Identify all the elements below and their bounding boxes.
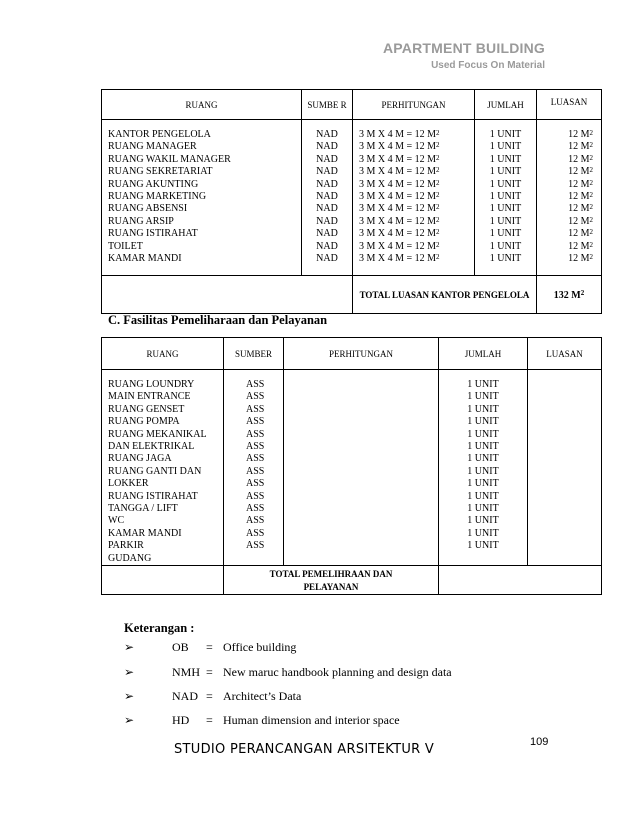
cell-text: RUANG POMPA <box>108 416 180 428</box>
cell-text: 3 M X 4 M = 12 $M^2$ <box>359 141 440 153</box>
keterangan-equals: = <box>206 640 213 654</box>
cell-text: NAD <box>316 228 338 240</box>
cell-text: ASS <box>246 465 265 477</box>
cell-text: NAD <box>316 253 338 265</box>
cell-text: LOKKER <box>108 478 149 490</box>
cell-text: TOILET <box>108 240 143 252</box>
cell-text: RUANG LOUNDRY <box>108 379 195 390</box>
cell-text: NAD <box>316 153 338 165</box>
cell-text: RUANG ABSENSI <box>108 203 188 215</box>
cell-text: RUANG SEKRETARIAT <box>108 166 213 178</box>
keterangan-abbr: NMH <box>172 665 201 679</box>
sumber-column <box>302 120 353 276</box>
cell-text: 1 UNIT <box>467 503 499 515</box>
cell-text: 12 $M^2$ <box>568 153 593 165</box>
cell-text: 12 $M^2$ <box>568 129 593 140</box>
cell-text: 1 UNIT <box>489 240 522 252</box>
cell-text: 1 UNIT <box>467 403 499 415</box>
col-header-sumber: SUMBE R <box>302 90 353 120</box>
cell-text: 12 $M^2$ <box>568 178 593 190</box>
superscript: 2 <box>436 129 440 137</box>
cell-text: 1 UNIT <box>489 253 522 265</box>
ruang-column <box>102 370 224 566</box>
superscript: 2 <box>589 153 593 162</box>
keterangan-equals: = <box>206 665 213 679</box>
cell-text: 1 UNIT <box>467 478 499 490</box>
cell-text: 1 UNIT <box>467 379 499 390</box>
superscript: 2 <box>436 228 440 237</box>
sumber-column <box>224 370 284 566</box>
col-header-luasan: LUASAN <box>528 338 602 370</box>
cell-text: 1 UNIT <box>467 453 499 465</box>
cell-text: 1 UNIT <box>467 428 499 440</box>
cell-text: TANGGA / LIFT <box>108 503 178 515</box>
cell-text: ASS <box>246 453 265 465</box>
cell-text: ASS <box>246 379 265 390</box>
col-header-ruang: RUANG <box>102 338 224 370</box>
cell-text: KAMAR MANDI <box>108 253 182 265</box>
footer-text: STUDIO PERANCANGAN ARSITEKTUR V <box>174 742 435 757</box>
arrow-bullet-icon: ➢ <box>124 689 135 703</box>
cell-text: RUANG ARSIP <box>108 215 174 227</box>
cell-text: GUDANG <box>108 552 152 564</box>
cell-text: 12 $M^2$ <box>568 253 593 265</box>
superscript: 2 <box>436 141 440 150</box>
keterangan-item <box>124 640 524 656</box>
page-number: 109 <box>530 736 549 748</box>
col-header-perhitungan: PERHITUNGAN <box>353 90 475 120</box>
cell-text: 3 M X 4 M = 12 $M^2$ <box>359 129 440 140</box>
superscript: 2 <box>589 166 593 175</box>
cell-text: 1 UNIT <box>489 153 522 165</box>
perhitungan-column <box>284 370 439 566</box>
cell-text: RUANG WAKIL MANAGER <box>108 153 231 165</box>
superscript: 2 <box>589 240 593 249</box>
cell-text: 3 M X 4 M = 12 $M^2$ <box>359 166 440 178</box>
cell-text: 1 UNIT <box>489 203 522 215</box>
cell-text: KANTOR PENGELOLA <box>108 129 211 140</box>
cell-text: NAD <box>316 141 338 153</box>
cell-text: 1 UNIT <box>467 490 499 502</box>
total-value-superscript: 2 <box>580 289 585 297</box>
cell-text: RUANG JAGA <box>108 453 172 465</box>
cell-text: RUANG GANTI DAN <box>108 465 202 477</box>
cell-text: 12 $M^2$ <box>568 203 593 215</box>
keterangan-equals: = <box>206 689 213 703</box>
col-header-jumlah: JUMLAH <box>439 338 528 370</box>
total-value <box>439 566 602 595</box>
superscript: 2 <box>436 153 440 162</box>
superscript: 2 <box>436 191 440 200</box>
cell-text: 1 UNIT <box>489 166 522 178</box>
cell-text: ASS <box>246 515 265 527</box>
cell-text: ASS <box>246 490 265 502</box>
ruang-column <box>102 120 302 276</box>
keterangan-equals: = <box>206 713 213 727</box>
cell-text: 3 M X 4 M = 12 $M^2$ <box>359 228 440 240</box>
arrow-bullet-icon: ➢ <box>124 665 135 679</box>
cell-text: 12 $M^2$ <box>568 191 593 203</box>
keterangan-desc: Architect’s Data <box>223 689 302 703</box>
cell-text: 3 M X 4 M = 12 $M^2$ <box>359 153 440 165</box>
cell-text: ASS <box>246 540 265 552</box>
cell-text: 1 UNIT <box>467 416 499 428</box>
cell-text: ASS <box>246 416 265 428</box>
superscript: 2 <box>436 203 440 212</box>
keterangan-desc: Human dimension and interior space <box>223 713 400 727</box>
cell-text: 1 UNIT <box>467 527 499 539</box>
perhitungan-column <box>353 120 475 276</box>
keterangan-title: Keterangan : <box>124 621 195 635</box>
cell-text: ASS <box>246 428 265 440</box>
col-header-ruang: RUANG <box>102 90 302 120</box>
cell-text: 12 $M^2$ <box>568 166 593 178</box>
cell-text: RUANG AKUNTING <box>108 178 199 190</box>
total-label: TOTAL PEMELIHRAAN DAN PELAYANAN <box>224 566 439 595</box>
cell-text: RUANG MARKETING <box>108 191 207 203</box>
cell-text: 3 M X 4 M = 12 $M^2$ <box>359 203 440 215</box>
cell-text: RUANG ISTIRAHAT <box>108 228 198 240</box>
header-title: APARTMENT BUILDING <box>383 40 545 56</box>
cell-text: 1 UNIT <box>489 178 522 190</box>
cell-text: 3 M X 4 M = 12 $M^2$ <box>359 178 440 190</box>
superscript: 2 <box>589 228 593 237</box>
cell-text: 12 $M^2$ <box>568 240 593 252</box>
cell-text: ASS <box>246 391 265 403</box>
superscript: 2 <box>589 203 593 212</box>
superscript: 2 <box>436 240 440 249</box>
cell-text: 1 UNIT <box>489 215 522 227</box>
keterangan-item <box>124 665 524 681</box>
jumlah-column <box>475 120 537 276</box>
cell-text: RUANG MANAGER <box>108 141 197 153</box>
superscript: 2 <box>589 129 593 137</box>
superscript: 2 <box>589 178 593 187</box>
table-kantor-pengelola <box>101 89 602 314</box>
cell-text: PARKIR <box>108 540 144 552</box>
cell-text: 12 $M^2$ <box>568 215 593 227</box>
cell-text: RUANG GENSET <box>108 403 185 415</box>
col-header-luasan: LUASAN <box>537 90 602 120</box>
luasan-column <box>537 120 602 276</box>
superscript: 2 <box>589 191 593 200</box>
superscript: 2 <box>589 253 593 262</box>
total-blank-cell <box>102 566 224 595</box>
cell-text: 1 UNIT <box>467 465 499 477</box>
total-blank-cell <box>102 276 353 314</box>
superscript: 2 <box>436 178 440 187</box>
cell-text: 12 $M^2$ <box>568 228 593 240</box>
cell-text: 3 M X 4 M = 12 $M^2$ <box>359 253 440 265</box>
cell-text: RUANG MEKANIKAL <box>108 428 207 440</box>
col-header-sumber: SUMBER <box>224 338 284 370</box>
total-label: TOTAL LUASAN KANTOR PENGELOLA <box>353 276 537 314</box>
cell-text: ASS <box>246 478 265 490</box>
col-header-jumlah: JUMLAH <box>475 90 537 120</box>
col-header-perhitungan: PERHITUNGAN <box>284 338 439 370</box>
arrow-bullet-icon: ➢ <box>124 713 135 727</box>
cell-text: 3 M X 4 M = 12 $M^2$ <box>359 240 440 252</box>
superscript: 2 <box>589 215 593 224</box>
cell-text: 1 UNIT <box>489 129 522 140</box>
cell-text: NAD <box>316 129 338 140</box>
cell-text: MAIN ENTRANCE <box>108 391 191 403</box>
cell-text: 1 UNIT <box>467 540 499 552</box>
cell-text: NAD <box>316 178 338 190</box>
header-subtitle: Used Focus On Material <box>431 60 545 71</box>
cell-text: 3 M X 4 M = 12 $M^2$ <box>359 215 440 227</box>
cell-text: 1 UNIT <box>467 515 499 527</box>
superscript: 2 <box>589 141 593 150</box>
arrow-bullet-icon: ➢ <box>124 640 135 654</box>
keterangan-desc: Office building <box>223 640 297 654</box>
luasan-column <box>528 370 602 566</box>
cell-text: ASS <box>246 403 265 415</box>
cell-text: 12 $M^2$ <box>568 141 593 153</box>
cell-text: 1 UNIT <box>467 391 499 403</box>
cell-text: DAN ELEKTRIKAL <box>108 441 195 453</box>
keterangan-abbr: NAD <box>172 689 198 703</box>
cell-text: NAD <box>316 203 338 215</box>
cell-text: 1 UNIT <box>489 141 522 153</box>
cell-text: KAMAR MANDI <box>108 527 182 539</box>
keterangan-abbr: OB <box>172 640 189 654</box>
jumlah-column <box>439 370 528 566</box>
cell-text: 1 UNIT <box>489 191 522 203</box>
cell-text: ASS <box>246 441 265 453</box>
section-heading: C. Fasilitas Pemeliharaan dan Pelayanan <box>108 313 328 327</box>
cell-text: NAD <box>316 191 338 203</box>
cell-text: NAD <box>316 166 338 178</box>
superscript: 2 <box>436 253 440 262</box>
superscript: 2 <box>436 215 440 224</box>
keterangan-item <box>124 689 524 705</box>
keterangan-item <box>124 713 524 729</box>
table-pemeliharaan <box>101 337 602 595</box>
cell-text: 3 M X 4 M = 12 $M^2$ <box>359 191 440 203</box>
superscript: 2 <box>436 166 440 175</box>
cell-text: RUANG ISTIRAHAT <box>108 490 198 502</box>
keterangan-abbr: HD <box>172 713 190 727</box>
cell-text: ASS <box>246 527 265 539</box>
cell-text: 1 UNIT <box>489 228 522 240</box>
total-value: 132 $M^2$ <box>537 276 602 314</box>
cell-text: WC <box>108 515 125 527</box>
keterangan-desc: New maruc handbook planning and design data <box>223 665 452 679</box>
cell-text: 1 UNIT <box>467 441 499 453</box>
cell-text: NAD <box>316 215 338 227</box>
cell-text: NAD <box>316 240 338 252</box>
cell-text: ASS <box>246 503 265 515</box>
